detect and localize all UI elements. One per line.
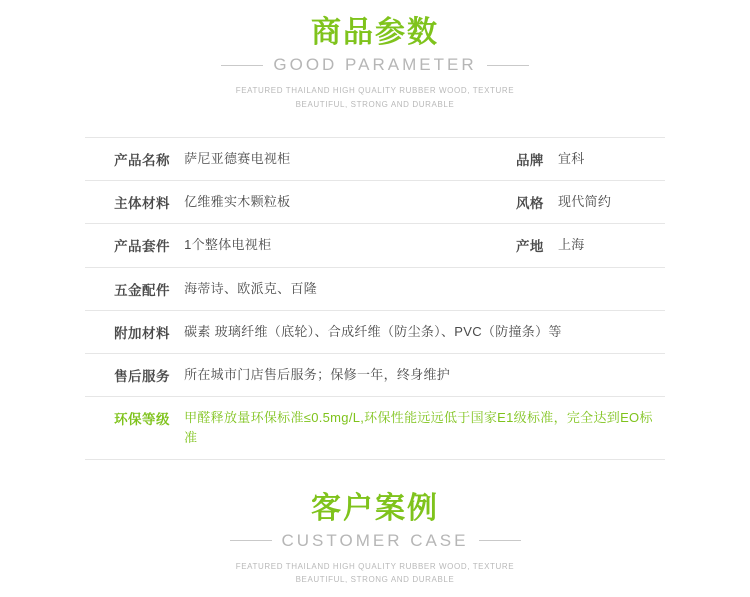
spec-value: 碳素 玻璃纤维（底轮）、合成纤维（防尘条）、PVC（防撞条）等 (184, 323, 562, 339)
section-subtitle-en: CUSTOMER CASE (281, 530, 469, 550)
spec-label: 环保等级 (114, 412, 171, 428)
table-row-environmental-grade (85, 397, 665, 460)
customer-case-header (0, 492, 750, 587)
section-subtitle-row (0, 531, 750, 551)
section-subtitle-row (0, 55, 750, 75)
spec-value: 海蒂诗、欧派克、百隆 (184, 280, 318, 296)
section-description-line1: FEATURED THAILAND HIGH QUALITY RUBBER WOOD, TEXTURE (235, 86, 515, 95)
spec-label: 售后服务 (114, 368, 171, 384)
spec-value: 亿维雅实木颗粒板 (184, 194, 291, 210)
spec-value-secondary: 宜科 (557, 151, 585, 167)
divider-right (487, 65, 529, 66)
spec-label-secondary: 风格 (515, 196, 544, 212)
section-description-line2: BEAUTIFUL, STRONG AND DURABLE (295, 99, 455, 109)
spec-label-secondary: 品牌 (515, 153, 544, 169)
spec-value: 萨尼亚德赛电视柜 (184, 151, 291, 167)
spec-value: 所在城市门店售后服务；保修一年，终身维护 (184, 366, 451, 382)
spec-value-secondary: 上海 (557, 237, 585, 253)
table-row (85, 224, 665, 267)
spec-table (85, 137, 665, 460)
section-title-cn: 商品参数 (311, 15, 439, 50)
spec-label: 附加材料 (114, 325, 171, 341)
table-row (85, 181, 665, 224)
spec-label: 主体材料 (114, 196, 171, 212)
section-subtitle-en: GOOD PARAMETER (273, 55, 477, 74)
section-description-line2: BEAUTIFUL, STRONG AND DURABLE (295, 575, 455, 585)
good-parameter-header (0, 0, 750, 111)
table-row (85, 138, 665, 181)
spec-label: 五金配件 (114, 282, 171, 298)
spec-label: 产品套件 (114, 239, 171, 255)
table-row (85, 310, 665, 353)
spec-value: 甲醛释放量环保标准≤0.5mg/L,环保性能远远低于国家E1级标准，完全达到EO标准 (184, 410, 653, 446)
section-description (0, 560, 750, 587)
spec-value: 1个整体电视柜 (184, 237, 272, 253)
section-description-line1: FEATURED THAILAND HIGH QUALITY RUBBER WOOD, TEXTURE (235, 561, 515, 571)
table-row (85, 353, 665, 396)
spec-label-secondary: 产地 (515, 239, 544, 255)
divider-right (479, 540, 521, 541)
spec-value-secondary: 现代简约 (557, 194, 612, 210)
table-row (85, 267, 665, 310)
divider-left (230, 540, 272, 541)
divider-left (221, 65, 263, 66)
section-title-cn: 客户案例 (311, 490, 439, 526)
section-description (0, 84, 750, 111)
spec-label: 产品名称 (114, 153, 171, 169)
